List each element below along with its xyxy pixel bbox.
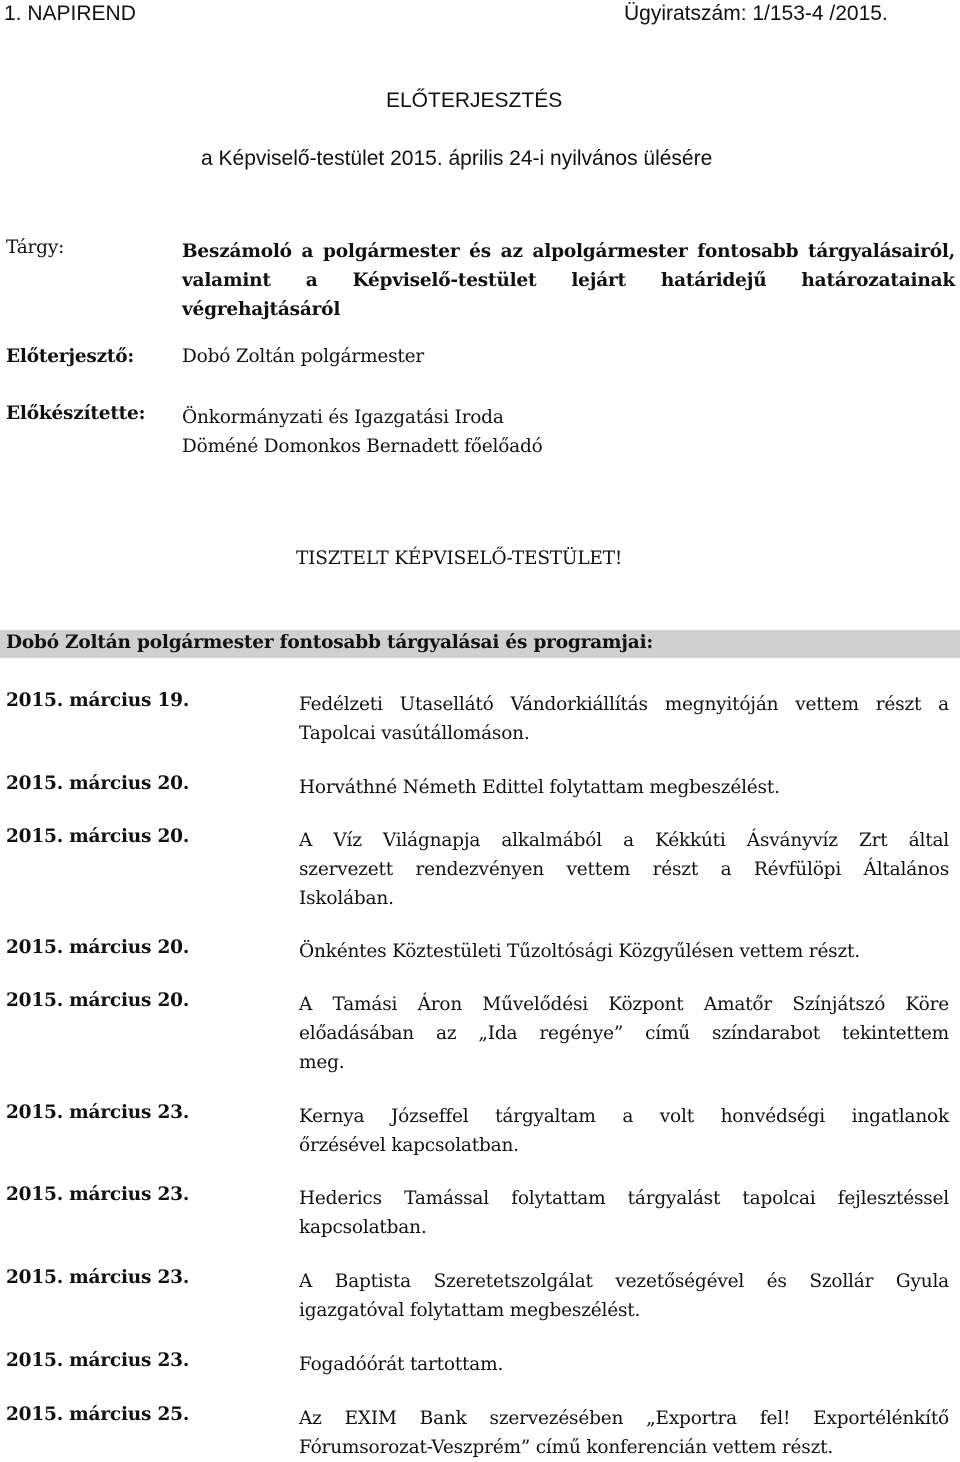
subject-line: végrehajtásáról: [182, 299, 341, 320]
entry-text: [299, 937, 949, 966]
entry-text: [299, 1267, 949, 1325]
entry-line: A Tamási Áron Művelődési Központ Amatőr Színjátszó Köre: [299, 994, 949, 1015]
entry-line: Fogadóórát tartottam.: [299, 1354, 504, 1375]
subject-label: Tárgy:: [6, 237, 65, 258]
entry-text: [299, 690, 949, 748]
entry-date: 2015. március 23.: [6, 1184, 190, 1205]
section-title: Dobó Zoltán polgármester fontosabb tárgyalásai és programjai:: [6, 632, 654, 653]
prepared-label: Előkészítette:: [6, 403, 146, 424]
entry-text: [299, 1404, 949, 1462]
prepared-value: [182, 403, 543, 461]
entry-date: 2015. március 20.: [6, 826, 190, 847]
entry-line: kapcsolatban.: [299, 1217, 427, 1238]
entry-line: Tapolcai vasútállomáson.: [299, 723, 530, 744]
subject-line: valamint a Képviselő-testület lejárt határidejű határozatainak: [182, 270, 955, 291]
document-subheading: a Képviselő-testület 2015. április 24-i nyilvános ülésére: [201, 147, 713, 170]
entry-line: Fórumsorozat-Veszprém” című konferencián vettem részt.: [299, 1437, 834, 1458]
entry-line: A Baptista Szeretetszolgálat vezetőségével és Szollár Gyula: [299, 1271, 949, 1292]
entry-line: őrzésével kapcsolatban.: [299, 1135, 519, 1156]
entry-date: 2015. március 23.: [6, 1267, 190, 1288]
entry-line: Fedélzeti Utasellátó Vándorkiállítás megnyitóján vettem részt a: [299, 694, 949, 715]
entry-line: előadásában az „Ida regénye” című színdarabot tekintettem: [299, 1023, 949, 1044]
entry-date: 2015. március 20.: [6, 937, 190, 958]
entry-text: [299, 826, 949, 913]
entry-line: Horváthné Németh Edittel folytattam megbeszélést.: [299, 777, 780, 798]
prepared-line: Döméné Domonkos Bernadett főelőadó: [182, 436, 543, 457]
entry-line: meg.: [299, 1052, 345, 1073]
file-number: Ügyiratszám: 1/153-4 /2015.: [624, 2, 888, 25]
entry-text: [299, 1102, 949, 1160]
presenter-label: Előterjesztő:: [6, 346, 135, 367]
presenter-value: Dobó Zoltán polgármester: [182, 346, 425, 367]
entry-line: Iskolában.: [299, 888, 394, 909]
entry-text: [299, 773, 949, 802]
entry-date: 2015. március 25.: [6, 1404, 190, 1425]
agenda-number: 1. NAPIREND: [4, 2, 136, 25]
document-heading: ELŐTERJESZTÉS: [386, 89, 563, 112]
entry-line: szervezett rendezvényen vettem részt a Révfülöpi Általános: [299, 859, 949, 880]
entry-date: 2015. március 20.: [6, 773, 190, 794]
prepared-line: Önkormányzati és Igazgatási Iroda: [182, 407, 504, 428]
entry-date: 2015. március 23.: [6, 1350, 190, 1371]
entry-line: Önkéntes Köztestületi Tűzoltósági Közgyűlésen vettem részt.: [299, 941, 860, 962]
subject-value: [182, 237, 955, 324]
entry-line: Kernya Józseffel tárgyaltam a volt honvédségi ingatlanok: [299, 1106, 949, 1127]
entry-text: [299, 1350, 949, 1379]
entry-text: [299, 990, 949, 1077]
entry-line: igazgatóval folytattam megbeszélést.: [299, 1300, 641, 1321]
entry-date: 2015. március 20.: [6, 990, 190, 1011]
subject-line: Beszámoló a polgármester és az alpolgármester fontosabb tárgyalásairól,: [182, 241, 955, 262]
entry-line: Az EXIM Bank szervezésében „Exportra fel! Exportélénkítő: [299, 1408, 949, 1429]
salutation: TISZTELT KÉPVISELŐ-TESTÜLET!: [296, 548, 623, 569]
entry-line: Hederics Tamással folytattam tárgyalást tapolcai fejlesztéssel: [299, 1188, 949, 1209]
entry-date: 2015. március 23.: [6, 1102, 190, 1123]
entry-date: 2015. március 19.: [6, 690, 190, 711]
entry-line: A Víz Világnapja alkalmából a Kékkúti Ásványvíz Zrt által: [299, 830, 949, 851]
entry-text: [299, 1184, 949, 1242]
section-title-bar: [0, 630, 960, 658]
